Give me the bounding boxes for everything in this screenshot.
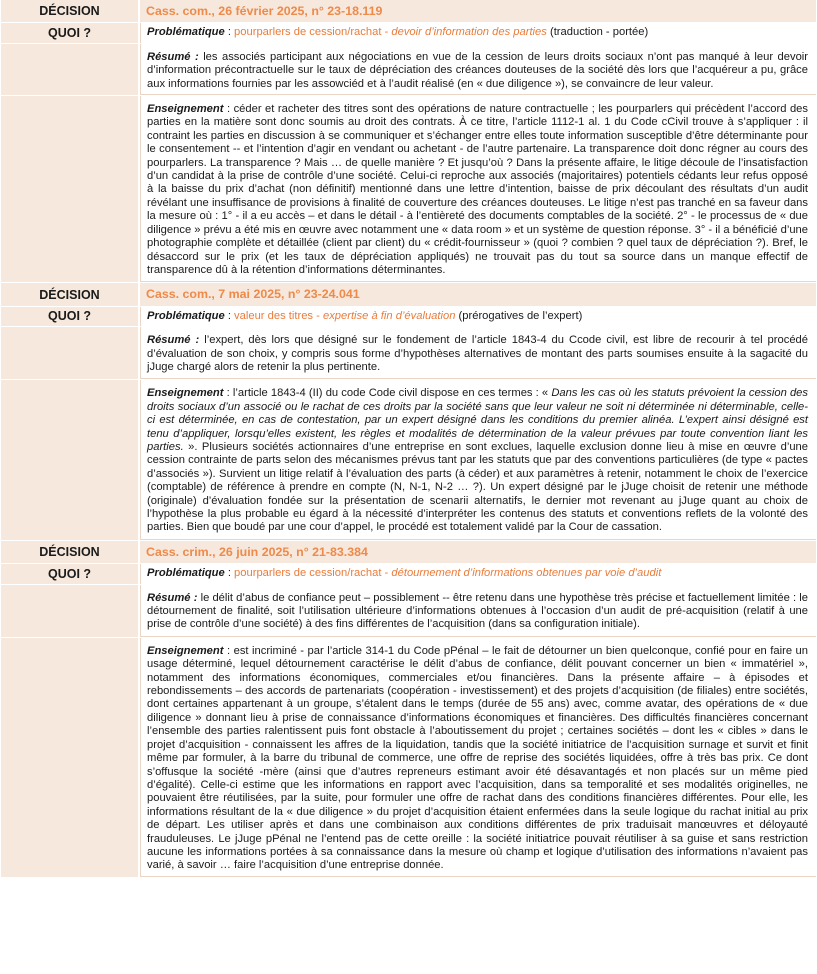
label-spacer	[1, 585, 140, 637]
topic-primary: pourparlers de cession/rachat	[234, 26, 382, 39]
topic-secondary: expertise à fin d’évaluation	[322, 309, 456, 322]
decision-row	[1, 541, 816, 564]
sep: :	[224, 567, 235, 580]
problematique-label: Problématique	[147, 309, 225, 322]
enseignement-row	[1, 638, 816, 878]
problematique-label: Problématique	[147, 26, 225, 39]
topic-primary: valeur des titres	[234, 309, 314, 322]
resume-text: le délit d’abus de confiance peut – possiblement -- être retenu dans une hypothèse très précise et factuellement limitée : le détournement de finalité, soit l’utilisation ultérieure d’informations obtenues à l’occasion d’un audit de pré-acquisition (relatif à une prise de contrôle d’une société) à des fins différentes de l’acquisition (dans sa configuration initiale).	[147, 591, 808, 631]
problematique	[140, 564, 816, 583]
label-spacer	[1, 638, 140, 877]
dash: -	[381, 26, 392, 39]
resume-row	[1, 585, 816, 638]
enseignement-intro: : l’article 1843-4 (II) du code Code civil dispose en ces termes : «	[223, 387, 552, 400]
quoi-label: QUOI ?	[1, 23, 140, 42]
dash: -	[381, 567, 392, 580]
label-spacer	[1, 96, 140, 282]
topic-note: (traduction - portée)	[546, 26, 649, 39]
sep: :	[224, 26, 235, 39]
resume	[140, 327, 816, 379]
jurisprudence-table	[1, 0, 816, 878]
resume-text: l’expert, dès lors que désigné sur le fondement de l’article 1843-4 du Ccode civil, est libre de recourir à tel procédé d’évaluation de son choix, y compris sous forme d’hypothèses alternatives de montant des parts soumises ensuite à la sagacité du jJuge chargé alors de retenir la plus pertinente.	[147, 334, 808, 373]
resume-row	[1, 44, 816, 96]
enseignement	[140, 638, 816, 877]
quoi-row	[1, 564, 816, 584]
sep: :	[224, 309, 235, 322]
decision-label: DÉCISION	[1, 0, 140, 22]
resume-row	[1, 327, 816, 380]
resume-label: Résumé :	[147, 334, 200, 347]
problematique	[140, 23, 816, 42]
topic-secondary: détournement d’informations obtenues par voie d’audit	[391, 567, 662, 580]
enseignement-label: Enseignement	[147, 644, 224, 657]
quoi-row	[1, 307, 816, 327]
dash: -	[313, 309, 323, 322]
resume-label: Résumé :	[147, 50, 199, 63]
topic-note: (prérogatives de l’expert)	[455, 309, 583, 322]
decision-row	[1, 0, 816, 23]
enseignement-text: ». Plusieurs sociétés actionnaires d’une entreprise en sont exclues, laquelle exclusion donne lieu à mise en œuvre d’une cession contrainte de parts selon des mécanismes prévus tant par les statuts que par des conventions particulières (de type « pactes d’associés »). Survient un litige relatif à l’évaluation des parts (à céder) et aux paramètres à retenir, notamment le choix de l’exercice (comptable) de référence à prendre en compte (N, N-1, N-2 … ?). Un expert désigné par le jJuge choisit de retenir une méthode (originale) d’évaluation fondée sur la présentation de scenarii alternatifs, le dernier mot revenant au jJuge quant au choix de l’hypothèse la plus probable eu égard à la nécessité d’interpréter les contenus des statuts et conventions reflets de la volonté des parties. Bien que boudé par une cour d’appel, le procédé est totalement validé par la Cour de cassation.	[147, 440, 808, 534]
quoi-label: QUOI ?	[1, 564, 140, 583]
label-spacer	[1, 327, 140, 379]
decision-row	[1, 283, 816, 306]
case-citation: Cass. com., 7 mai 2025, n° 23-24.041	[140, 283, 816, 305]
topic-secondary: devoir d’information des parties	[391, 26, 547, 39]
resume	[140, 44, 816, 95]
quoi-row	[1, 23, 816, 43]
enseignement-quote: Dans les cas où les statuts prévoient la cession des droits sociaux d’un associé ou le rachat de ces droits par la société sans que leur valeur ne soit ni déterminée ni déterminable, celle-ci est déterminée, en cas de contestation, par un expert désigné dans les conditions du premier alinéa. L’expert ainsi désigné est tenu d’appliquer, lorsqu’elles existent, les règles et modalités de détermination de la valeur prévues par toute convention liant les parties.	[147, 387, 808, 453]
problematique	[140, 307, 816, 326]
resume	[140, 585, 816, 637]
enseignement-text: : céder et racheter des titres sont des opérations de nature contractuelle ; les pourparlers qui précèdent l’accord des parties en la matière sont donc soumis au droit des contrats. À ce titre, l’article 1112-1 al. 1 du Code cCivil trouve à s’appliquer : il contraint les parties en discussion à se communiquer et s’échanger entre elles toute information susceptible d’être déterminante pour le consentement -- et l’intention d’agir en vendant ou achetant - de l’autre partenaire. La transparence doit donc régner au cours des pourparlers. La transparence ? Mais … de quelle manière ? Et jusqu’où ? Dans la présente affaire, le litige découle de l’insatisfaction d’un candidat à la prise de contrôle d’une société. Celui-ci reproche aux associés (majoritaires) potentiels cédants leur refus opposé à la baisse du prix d’achat (non définitif) mentionné dans une lettre d’intention, baisse de prix découlant des résultats d’un audit révélant une insuffisance de provisions à finalité de couverture des créances douteuses. Le litige n’est pas tranché en sa faveur dans la mesure où : 1° - il a eu accès – et dans le détail - à l’entièreté des documents comptables de la société. 2° - le processus de « due diligence » prévu a été mis en œuvre avec notamment une « data room » et un système de question réponse. 3° - il a bénéficié d’une photographie complète et détaillée (client par client) du « crédit-fournisseur » (quoi ? combien ? quel taux de dépréciation ?). Bref, le désaccord sur le prix (et les taux de dépréciation appliqués) ne trouvait pas du tout sa source dans un manque effectif de transparence dû à la rétention d’informations déterminantes.	[147, 103, 808, 276]
topic-primary: pourparlers de cession/rachat	[234, 567, 382, 580]
resume-label: Résumé :	[147, 591, 198, 604]
enseignement-text: : est incriminé - par l’article 314-1 du Code pPénal – le fait de détourner un bien quelconque, confié pour en faire un usage déterminé, lequel détournement caractérise le délit d’abus de confiance, délit pouvant concerner un bien « immatériel », notamment des informations économiques, commerciales et/ou financières. Dans la présente affaire – à épisodes et rebondissements – des accords de partenariats (coopération - investissement) et des projets d’acquisition (de filiales) entre sociétés, dont certaines appartenant à un groupe, s’étalent dans le temps (durée de 55 ans) avec, comme avatar, des opérations de « due diligence » donnant lieu à prise de connaissance d’informations économiques et financières. Des difficultés financières concernant l’ensemble des parties ralentissent puis font obstacle à l’aboutissement du projet ; certaines sociétés – dont les « cibles » dans le projet d’acquisition - connaissent les affres de la liquidation, tandis que la société initiatrice de l’acquisition surnage et survit et finit même par formuler, à la barre du tribunal de commerce, une offre de reprise des sociétés liquidées, offre à très bas prix. Ce dont s’offusque la société -mère (ainsi que d’autres repreneurs estimant avoir été désavantagés et non placés sur un même pied d’égalité). Celle-ci estime que les informations en rapport avec l’acquisition, dans sa temporalité et ses modalités originelles, ne pouvaient être réutilisées, par la suite, pour formuler une offre de rachat dans des conditions financières différentes. Pour elle, les informations résultant de la « due diligence » du projet d’acquisition étaient enfermées dans la seule logique du rachat initial au prix de départ. Les utiliser après et dans une combinaison aux conditions différentes de prix traduisait manœuvres et déloyauté frauduleuses. Le jJuge pPénal ne l’entend pas de cette oreille : la société initiatrice pouvait réutiliser à sa guise et sans restriction aucune les informations portées à sa connaissance dans la mesure où champ et logique d’utilisation des informations n’avaient pas varié, à savoir … faire l’acquisition d’une entreprise donnée.	[147, 644, 808, 872]
quoi-label: QUOI ?	[1, 307, 140, 326]
enseignement	[140, 96, 816, 282]
problematique-label: Problématique	[147, 567, 225, 580]
enseignement-label: Enseignement	[147, 103, 224, 116]
enseignement-row	[1, 96, 816, 283]
resume-text: les associés participant aux négociations en vue de la cession de leurs droits sociaux n’ont pas manqué à leur devoir d’information précontractuelle sur le taux de dépréciation des créances douteuses de la société dès lors que l’acquéreur a pu, grâce aux informations fournies par les assowciéd et à l’audit réalisé (en « due diligence »), se convaincre de leur valeur.	[147, 50, 808, 90]
decision-label: DÉCISION	[1, 283, 140, 305]
enseignement-label: Enseignement	[147, 387, 224, 400]
case-citation: Cass. com., 26 février 2025, n° 23-18.119	[140, 0, 816, 22]
label-spacer	[1, 380, 140, 539]
enseignement	[140, 380, 816, 539]
enseignement-row	[1, 380, 816, 540]
decision-label: DÉCISION	[1, 541, 140, 563]
case-citation: Cass. crim., 26 juin 2025, n° 21-83.384	[140, 541, 816, 563]
label-spacer	[1, 44, 140, 95]
